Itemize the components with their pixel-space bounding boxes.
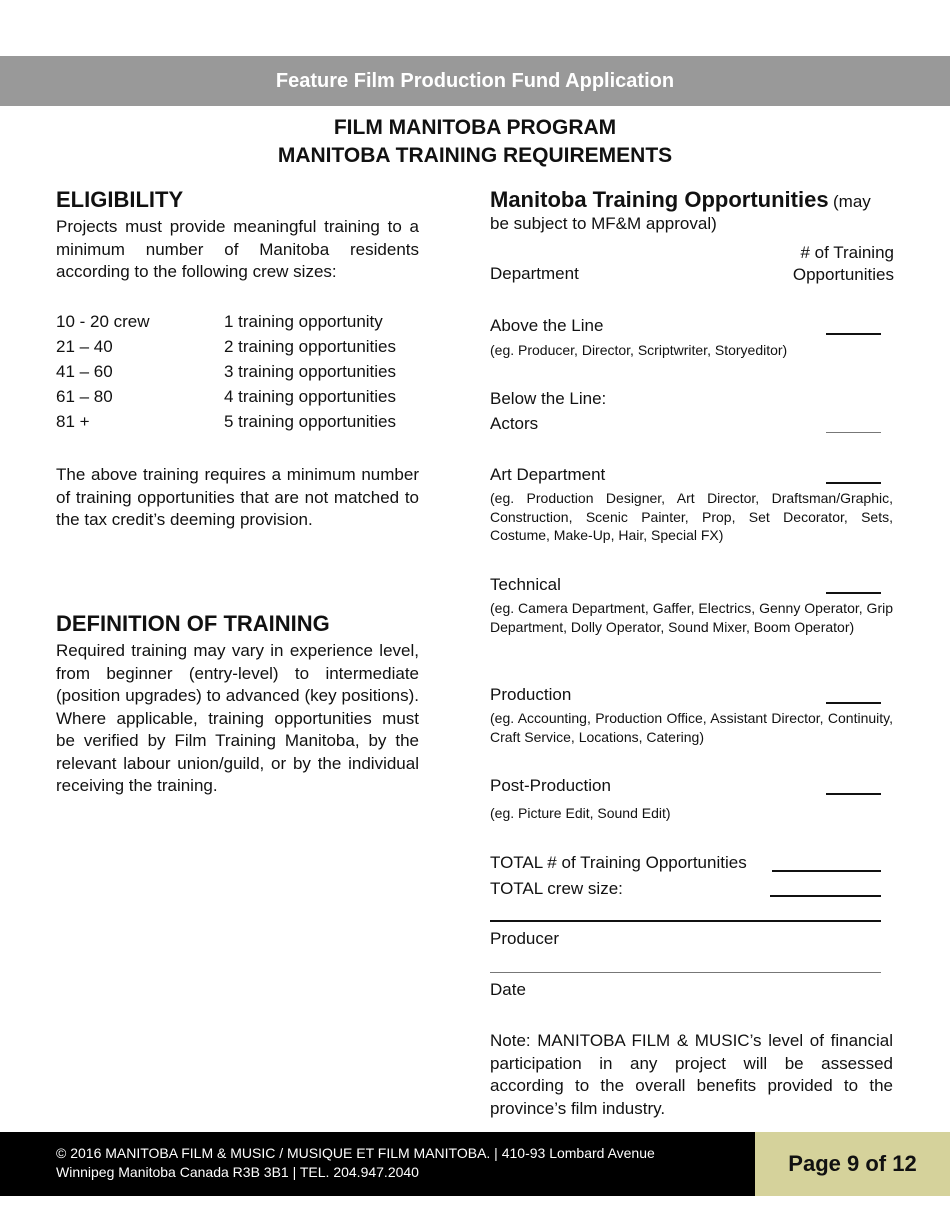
actors-blank[interactable]: [826, 432, 881, 433]
below-line-label: Below the Line:: [490, 389, 607, 408]
producer-signature-line[interactable]: [490, 920, 881, 922]
above-line-label: Above the Line: [490, 316, 604, 335]
technical-blank[interactable]: [826, 592, 881, 594]
crew-row: [56, 312, 426, 337]
training-count: 3 training opportunities: [224, 362, 397, 381]
crew-size: 21 – 40: [56, 337, 113, 356]
training-count: 2 training opportunities: [224, 337, 397, 356]
crew-size-table: [56, 312, 426, 437]
above-line-examples: (eg. Producer, Director, Scriptwriter, Storyeditor): [490, 342, 788, 358]
production-examples: (eg. Accounting, Production Office, Assistant Director, Continuity, Craft Service, Locations, Catering): [490, 710, 893, 745]
crew-size: 81 +: [56, 412, 90, 431]
opportunities-subheading: be subject to MF&M approval): [490, 214, 717, 233]
footer-line2: Winnipeg Manitoba Canada R3B 3B1 | TEL. 204.947.2040: [56, 1164, 419, 1180]
art-department-examples: (eg. Production Designer, Art Director, Draftsman/Graphic, Construction, Scenic Painter, Prop, Set Decorator, Sets, Costume, Make-Up, Hair, Special FX): [490, 490, 893, 543]
page-title-line2: MANITOBA TRAINING REQUIREMENTS: [277, 144, 673, 167]
crew-size: 61 – 80: [56, 387, 113, 406]
col-department: Department: [490, 264, 579, 283]
footer: [0, 1132, 755, 1196]
crew-row: [56, 362, 426, 387]
eligibility-heading: ELIGIBILITY: [56, 187, 184, 212]
eligibility-note: The above training requires a minimum number of training opportunities that are not matched to the tax credit’s deeming provision.: [56, 465, 419, 529]
crew-row: [56, 412, 426, 437]
col-training-count-line2: Opportunities: [792, 265, 894, 284]
date-label: Date: [490, 980, 526, 999]
art-department-blank[interactable]: [826, 482, 881, 484]
page-title-line1: FILM MANITOBA PROGRAM: [333, 116, 617, 139]
training-count: 1 training opportunity: [224, 312, 383, 331]
producer-label: Producer: [490, 929, 559, 948]
header-banner: Feature Film Production Fund Application: [0, 56, 950, 106]
technical-label: Technical: [490, 575, 561, 594]
total-training-label: TOTAL # of Training Opportunities: [490, 853, 747, 872]
training-count: 4 training opportunities: [224, 387, 397, 406]
actors-label: Actors: [490, 414, 539, 433]
crew-row: [56, 387, 426, 412]
opportunities-heading: [490, 187, 894, 213]
definition-heading: DEFINITION OF TRAINING: [56, 611, 330, 636]
footer-line1: © 2016 MANITOBA FILM & MUSIC / MUSIQUE ET FILM MANITOBA. | 410-93 Lombard Avenue: [56, 1145, 655, 1161]
art-department-label: Art Department: [490, 465, 606, 484]
definition-text: Required training may vary in experience level, from beginner (entry-level) to intermediate (position upgrades) to advanced (key positions). Where applicable, training opportunities must be verified by Film Training Manitoba, by the relevant labour union/guild, or by the individual receiving the training.: [56, 641, 419, 795]
post-production-examples: (eg. Picture Edit, Sound Edit): [490, 805, 671, 821]
eligibility-intro: Projects must provide meaningful training to a minimum number of Manitoba residents according to the following crew sizes:: [56, 217, 419, 281]
date-line[interactable]: [490, 972, 881, 973]
post-production-blank[interactable]: [826, 793, 881, 795]
col-training-count: [700, 242, 894, 286]
training-count: 5 training opportunities: [224, 412, 397, 431]
total-crew-label: TOTAL crew size:: [490, 879, 623, 898]
crew-size: 10 - 20 crew: [56, 312, 150, 331]
crew-size: 41 – 60: [56, 362, 113, 381]
crew-row: [56, 337, 426, 362]
col-training-count-line1: # of Training: [800, 243, 894, 262]
opportunities-title-suffix: (may: [833, 192, 871, 211]
total-crew-blank[interactable]: [770, 895, 881, 897]
production-blank[interactable]: [826, 702, 881, 704]
post-production-label: Post-Production: [490, 776, 611, 795]
total-training-blank[interactable]: [772, 870, 881, 872]
opportunities-title: Manitoba Training Opportunities: [490, 187, 829, 212]
funding-note: Note: MANITOBA FILM & MUSIC’s level of financial participation in any project will be assessed according to the overall benefits provided to the province’s film industry.: [490, 1031, 893, 1118]
production-label: Production: [490, 685, 572, 704]
technical-examples: (eg. Camera Department, Gaffer, Electrics, Genny Operator, Grip Department, Dolly Operator, Sound Mixer, Boom Operator): [490, 600, 893, 635]
above-line-blank[interactable]: [826, 333, 881, 335]
page-number: Page 9 of 12: [755, 1132, 950, 1196]
